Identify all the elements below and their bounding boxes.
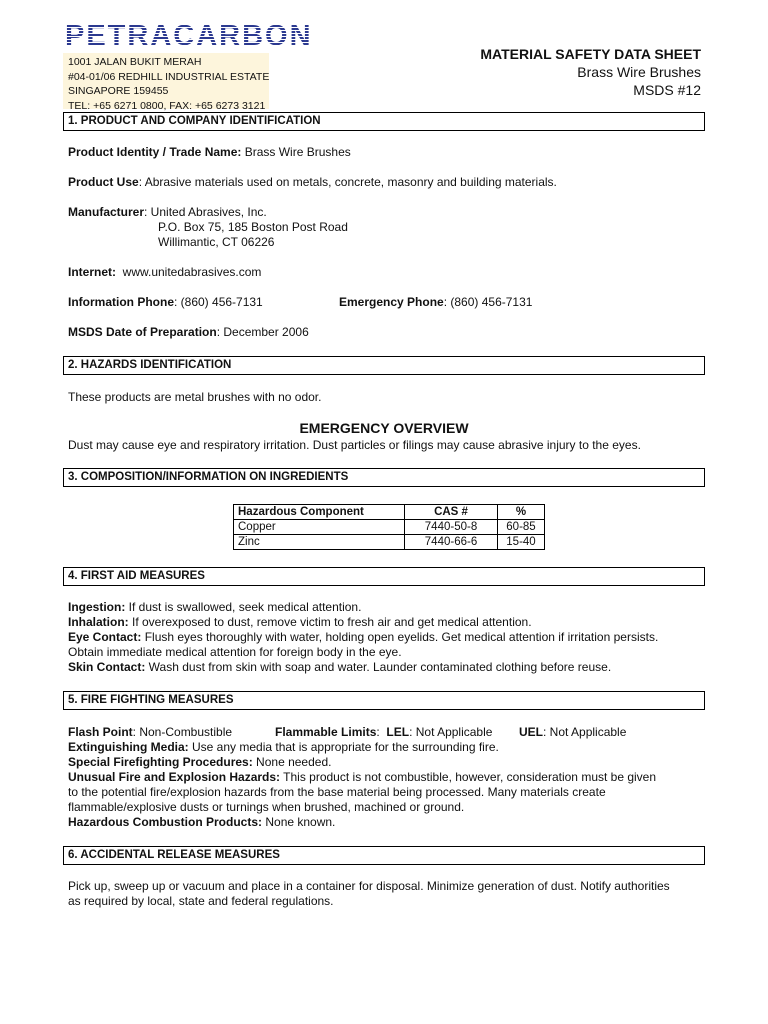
value: If dust is swallowed, seek medical attention. — [125, 600, 362, 614]
label: Special Firefighting Procedures: — [68, 755, 253, 769]
section-5-header: 5. FIRE FIGHTING MEASURES — [63, 691, 705, 710]
document-title: MATERIAL SAFETY DATA SHEET — [480, 46, 701, 62]
information-phone — [68, 295, 263, 310]
section-2-header: 2. HAZARDS IDENTIFICATION — [63, 356, 705, 375]
label: Product Identity / Trade Name: — [68, 145, 242, 159]
section-6-header: 6. ACCIDENTAL RELEASE MEASURES — [63, 846, 705, 865]
composition-table — [233, 504, 545, 550]
label: MSDS Date of Preparation — [68, 325, 217, 339]
lel-label: LEL — [386, 725, 410, 739]
value: : (860) 456-7131 — [443, 295, 533, 309]
product-use — [68, 175, 557, 190]
value: If overexposed to dust, remove victim to fresh air and get medical attention. — [128, 615, 532, 629]
eye-contact-continued: Obtain immediate medical attention for foreign body in the eye. — [68, 645, 402, 659]
emergency-phone — [339, 295, 532, 310]
eye-contact — [68, 630, 658, 645]
uel — [519, 725, 626, 740]
unusual-hazards-continued: to the potential fire/explosion hazards from the base material being processed. Many materials create — [68, 785, 606, 799]
label: Internet: — [68, 265, 116, 279]
label: Flash Point — [68, 725, 133, 739]
company-logo: PETRACARBON — [65, 20, 313, 52]
value: : Non-Combustible — [132, 725, 233, 739]
unusual-hazards — [68, 770, 656, 785]
value: : United Abrasives, Inc. — [144, 205, 267, 219]
value: Flush eyes thoroughly with water, holding open eyelids. Get medical attention if irritation persists. — [141, 630, 659, 644]
label: Information Phone — [68, 295, 174, 309]
inhalation — [68, 615, 532, 630]
section-1-header: 1. PRODUCT AND COMPANY IDENTIFICATION — [63, 112, 705, 131]
label: Hazardous Combustion Products: — [68, 815, 263, 829]
value: Use any media that is appropriate for the surrounding fire. — [188, 740, 499, 754]
lel-value: : Not Applicable — [409, 725, 493, 739]
special-procedures — [68, 755, 331, 770]
product-identity — [68, 145, 351, 160]
value: None needed. — [252, 755, 332, 769]
document-msds-number: MSDS #12 — [633, 82, 701, 98]
column-header: % — [498, 505, 545, 520]
value: : (860) 456-7131 — [174, 295, 263, 309]
internet — [68, 265, 261, 280]
label: Skin Contact: — [68, 660, 146, 674]
document-product: Brass Wire Brushes — [577, 64, 701, 80]
emergency-overview-text: Dust may cause eye and respiratory irritation. Dust particles or filings may cause abrasive injury to the eyes. — [68, 438, 641, 452]
company-address — [63, 53, 270, 112]
manufacturer-address-line: P.O. Box 75, 185 Boston Post Road — [158, 220, 348, 234]
label: Unusual Fire and Explosion Hazards: — [68, 770, 281, 784]
flammable-limits: Flammable Limits: LEL: Not Applicable — [275, 725, 493, 739]
document-header — [480, 45, 701, 99]
label: Emergency Phone — [339, 295, 444, 309]
value: This product is not combustible, however, consideration must be given — [280, 770, 657, 784]
section-4-header: 4. FIRST AID MEASURES — [63, 567, 705, 586]
unusual-hazards-continued: flammable/explosive dusts or turnings when brushed, machined or ground. — [68, 800, 465, 814]
flash-point — [68, 725, 232, 740]
address-line: #04-01/06 REDHILL INDUSTRIAL ESTATE — [68, 70, 270, 83]
column-header: Hazardous Component — [234, 505, 405, 520]
value: None known. — [262, 815, 336, 829]
label: Manufacturer — [68, 205, 145, 219]
release-text: Pick up, sweep up or vacuum and place in a container for disposal. Minimize generation of dust. Notify authorities — [68, 879, 670, 893]
address-line: SINGAPORE 159455 — [68, 85, 169, 97]
label: Ingestion: — [68, 600, 126, 614]
skin-contact — [68, 660, 611, 675]
label: Flammable Limits — [275, 725, 377, 739]
table-cell: Zinc — [234, 535, 405, 550]
manufacturer-address-line: Willimantic, CT 06226 — [158, 235, 275, 249]
table-cell: 7440-50-8 — [405, 520, 498, 535]
table-cell: Copper — [234, 520, 405, 535]
release-text: as required by local, state and federal regulations. — [68, 894, 334, 908]
value: Brass Wire Brushes — [244, 145, 351, 159]
label: Extinguishing Media: — [68, 740, 189, 754]
section-3-header: 3. COMPOSITION/INFORMATION ON INGREDIENTS — [63, 468, 705, 487]
table-header-row — [234, 505, 545, 520]
label: Product Use — [68, 175, 139, 189]
hazards-text: These products are metal brushes with no odor. — [68, 390, 322, 404]
value: : Abrasive materials used on metals, concrete, masonry and building materials. — [138, 175, 557, 189]
ingestion — [68, 600, 361, 615]
website-link: www.unitedabrasives.com — [116, 265, 262, 279]
table-cell: 60-85 — [498, 520, 545, 535]
table-cell: 7440-66-6 — [405, 535, 498, 550]
table-row — [234, 520, 545, 535]
address-line: TEL: +65 6271 0800, FAX: +65 6273 3121 — [68, 99, 266, 112]
manufacturer — [68, 205, 267, 220]
table-cell: 15-40 — [498, 535, 545, 550]
uel-label: UEL — [519, 725, 543, 739]
msds-date — [68, 325, 309, 340]
uel-value: : Not Applicable — [543, 725, 627, 739]
extinguishing-media — [68, 740, 499, 755]
value: Wash dust from skin with soap and water. Launder contaminated clothing before reuse. — [145, 660, 612, 674]
combustion-products — [68, 815, 335, 830]
emergency-overview-title: EMERGENCY OVERVIEW — [299, 420, 469, 436]
address-line: 1001 JALAN BUKIT MERAH — [68, 56, 202, 68]
table-row — [234, 535, 545, 550]
label: Eye Contact: — [68, 630, 142, 644]
column-header: CAS # — [405, 505, 498, 520]
value: : December 2006 — [216, 325, 309, 339]
label: Inhalation: — [68, 615, 129, 629]
